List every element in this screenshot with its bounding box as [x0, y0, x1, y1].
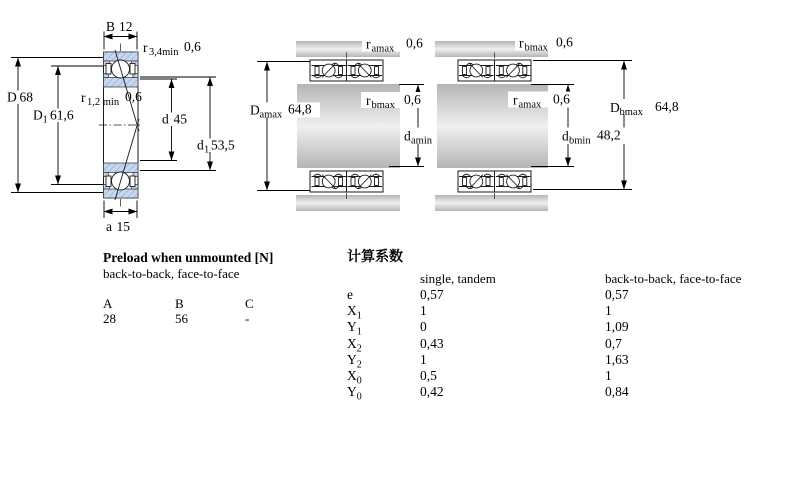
factor-symbol: X	[347, 303, 357, 319]
dim-symbol: d	[404, 128, 411, 144]
factor-subscript: 1	[356, 310, 362, 322]
dim-symbol: B	[106, 19, 116, 34]
factors-pair-column	[605, 287, 629, 400]
factor-symbol: Y	[347, 384, 357, 400]
factor-subscript: 0	[356, 375, 362, 387]
dim-value: 45	[173, 111, 187, 127]
factors-title: 计算系数	[347, 250, 403, 265]
dim-subscript: 1	[204, 144, 210, 156]
housing-band	[296, 195, 400, 211]
dim-symbol: D	[7, 89, 17, 105]
factor-subscript: 0	[356, 391, 362, 403]
factor-subscript: 1	[356, 327, 362, 339]
dim-value: 12	[119, 19, 133, 34]
preload-value: 28	[103, 311, 116, 326]
calculation-factors-section	[347, 250, 792, 410]
factor-value-pair: 0,57	[605, 287, 629, 302]
preload-table	[103, 296, 343, 328]
dim-symbol: a	[106, 219, 112, 234]
dim-subscript: amin	[411, 135, 432, 147]
dim-subscript: 1	[42, 114, 48, 126]
dim-symbol: D	[33, 107, 43, 123]
dim-symbol: r	[366, 36, 371, 52]
factor-subscript: 2	[356, 359, 362, 371]
dim-symbol: r	[513, 92, 518, 108]
factors-symbol-column	[347, 287, 362, 403]
dim-subscript: bmin	[569, 135, 591, 147]
factors-single-column	[420, 287, 444, 400]
factor-row-label	[347, 319, 362, 339]
factor-symbol: X	[347, 335, 357, 351]
factor-value-single: 0,5	[420, 367, 437, 383]
dim-label-d1	[197, 138, 235, 156]
factor-row-label	[347, 367, 362, 387]
dim-label-B	[106, 19, 133, 34]
dim-subscript: amax	[371, 43, 395, 55]
factor-value-pair: 1	[605, 303, 612, 319]
dim-value: 64,8	[655, 99, 679, 114]
dim-symbol: r	[519, 35, 524, 51]
dim-value: 15	[116, 219, 130, 234]
dim-label-r34	[143, 39, 201, 58]
dim-value: 64,8	[288, 101, 312, 117]
factor-row-label	[347, 287, 362, 303]
dim-symbol: d	[197, 137, 204, 153]
factor-value-single: 0,42	[420, 384, 444, 400]
arrangement-b-drawing	[435, 35, 688, 212]
dim-symbol: D	[250, 102, 260, 118]
dim-symbol: r	[366, 93, 371, 108]
factor-value-single: 1	[420, 351, 427, 367]
factor-row-label	[347, 303, 362, 322]
dim-subscript: bmax	[371, 100, 395, 111]
bearing-drawings	[0, 0, 800, 245]
factor-symbol: Y	[347, 319, 357, 335]
dim-value: 0,6	[406, 35, 423, 51]
dim-value: 0,6	[553, 91, 570, 107]
dim-value: 0,6	[184, 39, 201, 54]
dim-label-D1	[33, 108, 74, 126]
dim-value: 68	[19, 89, 33, 105]
factor-value-pair: 1,09	[605, 319, 629, 335]
factor-value-pair: 0,7	[605, 335, 622, 351]
dim-subscript: bmax	[619, 107, 643, 118]
factor-value-pair: 1	[605, 367, 612, 383]
factor-value-single: 0,57	[420, 287, 444, 302]
dim-subscript: bmax	[524, 42, 548, 54]
dim-value: 0,6	[125, 89, 142, 104]
dim-label-D	[7, 90, 33, 105]
factor-row-label	[347, 335, 362, 355]
factor-symbol: e	[347, 287, 353, 302]
preload-col-header: C	[245, 296, 254, 311]
preload-subtitle: back-to-back, face-to-face	[103, 266, 240, 281]
dim-value: 0,6	[556, 34, 573, 50]
dim-label-d	[162, 112, 187, 127]
dim-symbol: r	[143, 40, 148, 55]
dim-value: 0,6	[404, 92, 421, 107]
dim-symbol: r	[81, 90, 86, 105]
preload-value: -	[245, 311, 250, 326]
preload-col-header: A	[103, 296, 113, 311]
factor-row-label	[347, 384, 362, 403]
preload-value: 56	[175, 311, 188, 326]
dim-subscript: amax	[259, 109, 283, 121]
dim-subscript: 1,2 min	[87, 97, 120, 108]
factor-symbol: X	[347, 367, 357, 383]
dim-subscript: 3,4min	[149, 47, 179, 58]
dim-subscript: amax	[518, 99, 542, 111]
factor-value-single: 1	[420, 303, 427, 319]
factor-value-single: 0	[420, 319, 427, 335]
dim-symbol: D	[610, 100, 620, 115]
factor-value-pair: 1,63	[605, 351, 629, 367]
dim-symbol: d	[162, 111, 169, 127]
factor-value-single: 0,43	[420, 335, 444, 351]
dim-value: 61,6	[50, 107, 74, 123]
dim-value: 48,2	[597, 127, 621, 143]
dim-symbol: d	[562, 128, 569, 144]
preload-section	[103, 250, 343, 330]
dim-label-a	[106, 219, 130, 234]
housing-band	[435, 195, 548, 211]
factor-value-pair: 0,84	[605, 384, 629, 400]
preload-column-b	[175, 296, 188, 326]
preload-column-a	[103, 296, 116, 326]
preload-col-header: B	[175, 296, 184, 311]
preload-column-c	[245, 296, 254, 326]
dim-value: 53,5	[211, 137, 235, 153]
bearing-cross-section-drawing	[4, 19, 238, 234]
preload-title: Preload when unmounted [N]	[103, 250, 274, 265]
factor-symbol: Y	[347, 351, 357, 367]
factor-row-label	[347, 351, 362, 371]
factors-col-header-pair: back-to-back, face-to-face	[605, 271, 742, 286]
factors-col-header-single: single, tandem	[420, 271, 496, 286]
factor-subscript: 2	[356, 343, 362, 355]
